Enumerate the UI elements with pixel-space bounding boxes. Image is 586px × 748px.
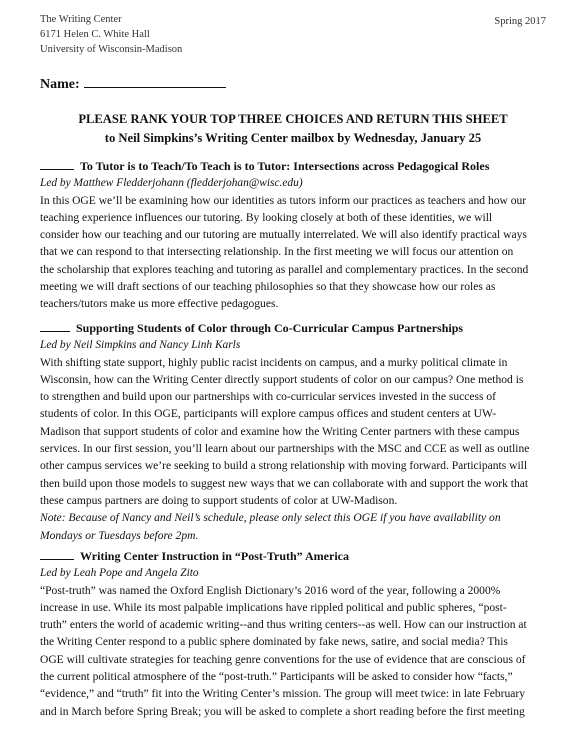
desc-line: meeting we will draft sections of our teaching philosophies so that they showcase how our roles as — [40, 281, 496, 294]
rank-blank-2[interactable] — [40, 320, 70, 332]
oge-description-3 — [40, 583, 552, 721]
org-name: The Writing Center — [40, 14, 122, 25]
desc-line: that we can respond to that intersecting relationship. In the first meeting we will focus our attention on — [40, 246, 514, 259]
desc-line: students of color. In this OGE, participants will explore campus offices and student centers at UW- — [40, 408, 497, 421]
rank-blank-3[interactable] — [40, 548, 74, 560]
desc-line: the Writing Center respond to a public sphere dominated by fake news, satire, and social media? This — [40, 636, 508, 649]
desc-line: With shifting state support, highly public racist incidents on campus, and a murky political climate in — [40, 356, 508, 369]
oge-description-2 — [40, 355, 552, 545]
org-address: 6171 Helen C. White Hall — [40, 29, 150, 40]
desc-line: teaching experience influences our tutoring. By looking closely at both of these identities, we will — [40, 211, 493, 224]
oge-leaders-2: Led by Neil Simpkins and Nancy Linh Karls — [40, 339, 241, 352]
oge-description-1 — [40, 193, 552, 314]
desc-line: truth” enters the world of academic writing--and thus writing centers--as well. How can our instruction at — [40, 619, 527, 632]
desc-line: then build upon those models to suggest new ways that we can collaborate with and support the work that — [40, 477, 529, 490]
desc-line: “Post-truth” was named the Oxford English Dictionary’s 2016 word of the year, following a 2000% — [40, 584, 501, 597]
rank-blank-1[interactable] — [40, 158, 74, 170]
oge-title-1: To Tutor is to Teach/To Teach is to Tutor: Intersections across Pedagogical Roles — [80, 159, 490, 173]
desc-line: other campus services we’re seeking to build a strong relationship with moving forward. Participants will — [40, 460, 528, 473]
instructions-line-2: to Neil Simpkins’s Writing Center mailbox by Wednesday, January 25 — [104, 131, 482, 145]
oge-title-3: Writing Center Instruction in “Post-Truth” America — [80, 549, 349, 563]
name-field[interactable] — [40, 74, 226, 93]
desc-line: to strengthen and build upon our partnerships with co-curricular services invested in the success of — [40, 391, 496, 404]
desc-line: OGE will cultivate strategies for teaching genre conventions for the use of evidence that are conscious of — [40, 653, 526, 666]
oge-leaders-3: Led by Leah Pope and Angela Zito — [40, 567, 199, 580]
oge-note-line: Note: Because of Nancy and Neil’s schedule, please only select this OGE if you have availability on — [40, 512, 501, 525]
desc-line: increase in use. While its most palpable implications have rippled political and public spheres, “post- — [40, 601, 507, 614]
desc-line: services. In our first session, you’ll learn about our partnerships with the MSC and CCE as well as outline — [40, 443, 530, 456]
desc-line: teachers/tutors make us more effective pedagogues. — [40, 298, 279, 311]
instructions — [20, 110, 566, 148]
desc-line: the current political atmosphere of the “post-truth.” Participants will be asked to consider how “facts,” — [40, 671, 513, 684]
desc-line: Wisconsin, how can the Writing Center directly support students of color on our campus? One method is — [40, 373, 524, 386]
oge-title-2: Supporting Students of Color through Co-Curricular Campus Partnerships — [76, 321, 464, 335]
oge-option-1 — [40, 158, 552, 314]
oge-note-line: Mondays or Tuesdays before 2pm. — [40, 529, 199, 542]
term-label: Spring 2017 — [494, 16, 546, 27]
desc-line: In this OGE we’ll be examining how our identities as tutors inform our practices as teachers and how our — [40, 194, 527, 207]
desc-line: the scholarship that explores teaching and tutoring as parallel and complementary practices. In the second — [40, 263, 529, 276]
instructions-line-1: PLEASE RANK YOUR TOP THREE CHOICES AND RETURN THIS SHEET — [78, 112, 508, 126]
oge-option-3 — [40, 548, 552, 721]
desc-line: consider how our teaching and our tutoring are mutually interrelated. We will also identify practical ways — [40, 229, 527, 242]
desc-line: “evidence,” and “truth” fit into the Writing Center’s mission. The group will meet twice: in late February — [40, 688, 526, 701]
name-blank[interactable] — [84, 74, 226, 88]
letterhead — [40, 12, 182, 57]
desc-line: these campus partners are doing to support students of color at UW-Madison. — [40, 494, 398, 507]
org-university: University of Wisconsin-Madison — [40, 44, 183, 55]
oge-option-2 — [40, 320, 552, 545]
desc-line: and in March before Spring Break; you will be asked to complete a short reading before the first meeting — [40, 705, 525, 718]
desc-line: Madison that support students of color and examine how the Writing Center partners with these campus — [40, 425, 520, 438]
name-label: Name: — [40, 77, 80, 92]
oge-leaders-1: Led by Matthew Fledderjohann (fledderjohan@wisc.edu) — [40, 177, 303, 190]
